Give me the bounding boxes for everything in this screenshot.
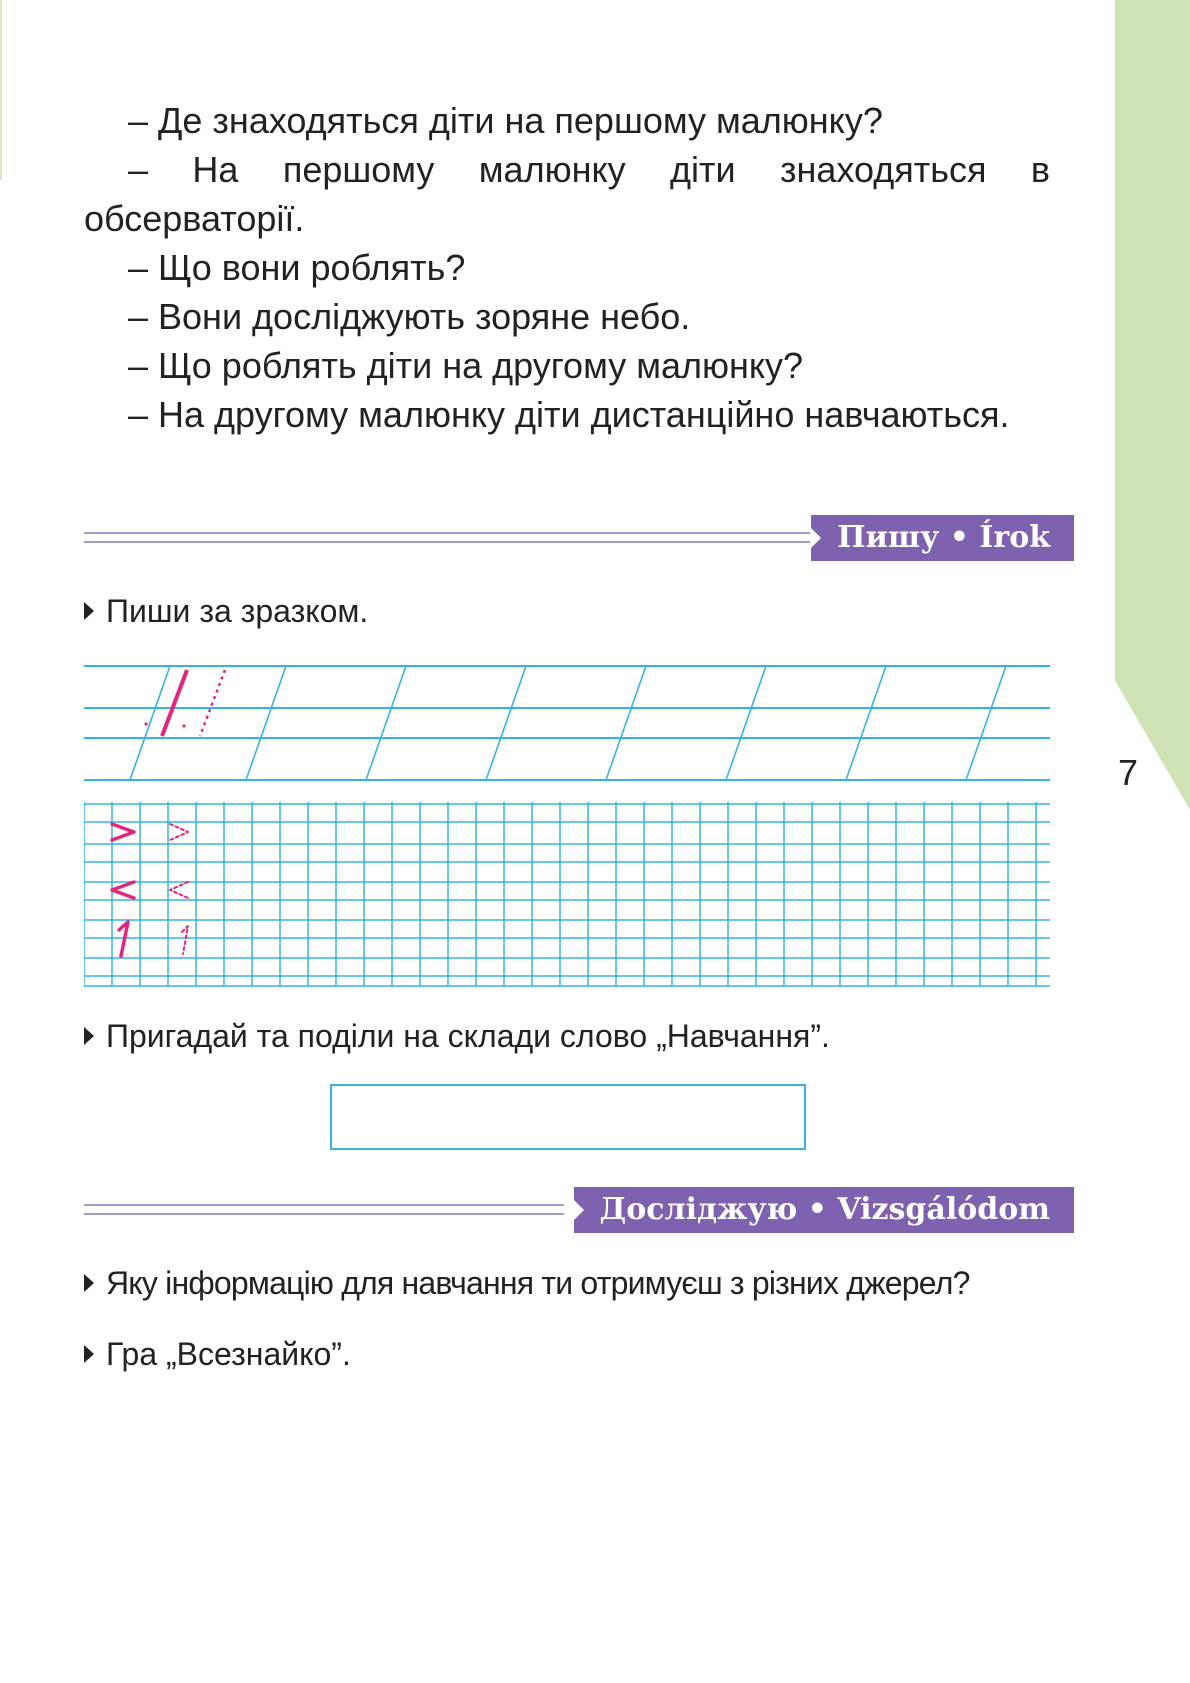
digit-one-trace xyxy=(182,926,188,954)
oblique-lined-paper xyxy=(84,666,1050,780)
dialogue-line-5: – Що роблять діти на другому малюнку? xyxy=(128,345,804,386)
bullet-icon xyxy=(84,1027,94,1045)
page-side-tab xyxy=(1115,0,1190,810)
page-number: 7 xyxy=(1118,752,1139,793)
header-rule xyxy=(84,532,824,534)
answer-box[interactable] xyxy=(330,1084,806,1150)
dialogue-line-4: – Вони досліджують зоряне небо. xyxy=(128,296,691,337)
less-than-trace xyxy=(170,882,188,898)
greater-than-trace xyxy=(170,824,188,840)
left-edge-mark xyxy=(0,0,2,180)
dialogue-text xyxy=(84,96,1050,439)
digit-one-sample xyxy=(119,922,128,956)
bullet-icon xyxy=(84,1345,94,1363)
task-copy-sample xyxy=(84,591,368,631)
section-label-explore: Досліджую • Vizsgálódom xyxy=(574,1187,1074,1233)
less-than-sample xyxy=(112,882,134,898)
section-header-explore xyxy=(84,1187,1074,1233)
dialogue-line-6: – На другому малюнку діти дистанційно навчаються. xyxy=(128,394,1010,435)
section-header-write xyxy=(84,515,1074,561)
dialogue-line-1: – Де знаходяться діти на першому малюнку? xyxy=(128,100,883,141)
header-rule xyxy=(84,1204,564,1206)
dialogue-line-2: – На першому малюнку діти знаходяться в обсерваторії. xyxy=(84,149,1050,239)
task-text: Пиши за зразком. xyxy=(106,593,369,629)
bullet-icon xyxy=(84,602,94,620)
greater-than-sample xyxy=(112,824,134,840)
section-label-write: Пишу • Írok xyxy=(811,515,1074,561)
task-syllables xyxy=(84,1016,830,1056)
task-information xyxy=(84,1263,970,1303)
task-game xyxy=(84,1334,351,1374)
dialogue-line-3: – Що вони роблять? xyxy=(128,247,466,288)
square-grid xyxy=(84,802,1050,986)
task-text: Яку інформацію для навчання ти отримуєш з різних джерел? xyxy=(106,1265,970,1301)
task-text: Пригадай та поділи на склади слово „Навчання”. xyxy=(106,1018,830,1054)
header-rule xyxy=(84,1213,564,1215)
header-rule xyxy=(84,541,824,543)
task-text: Гра „Всезнайко”. xyxy=(106,1336,351,1372)
bullet-icon xyxy=(84,1274,94,1292)
writing-area[interactable] xyxy=(84,660,1054,990)
